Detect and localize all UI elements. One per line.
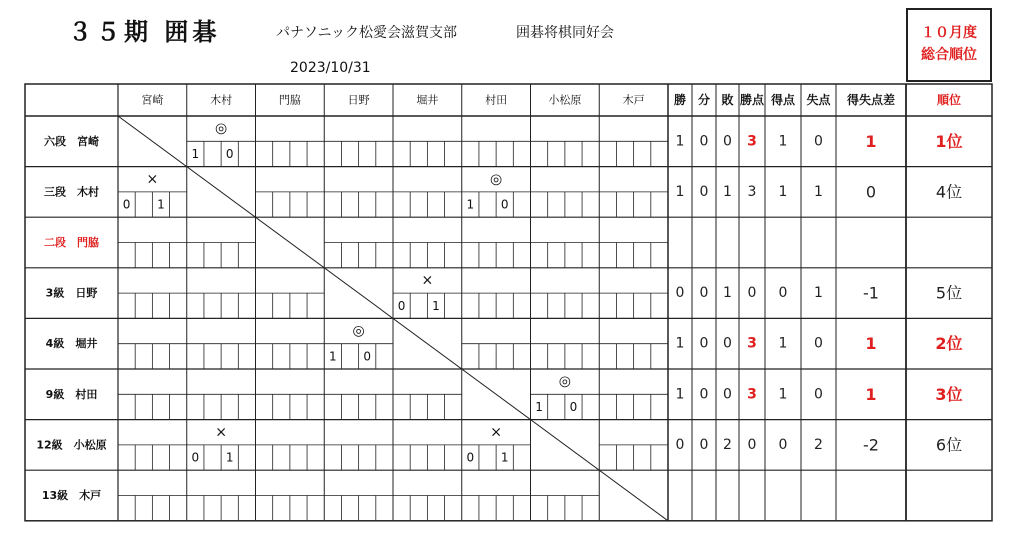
stat-value: 0: [865, 182, 877, 202]
stat-header: 得失点差: [846, 93, 896, 107]
result-mark: ◎: [215, 120, 228, 137]
stat-value: 1: [723, 285, 732, 302]
column-header: 木戸: [622, 93, 645, 107]
column-header: 堀井: [416, 93, 439, 107]
column-header: 木村: [210, 93, 233, 107]
stat-value: 1: [865, 334, 877, 354]
stat-header: 敗: [721, 93, 734, 107]
page-title: ３５期 囲碁: [68, 18, 221, 46]
stat-value: 1位: [935, 131, 963, 151]
score-left: 1: [535, 399, 543, 414]
club-name: 囲碁将棋同好会: [516, 25, 614, 41]
score-left: 0: [122, 197, 131, 212]
result-mark: ×: [421, 272, 434, 289]
score-right: 0: [363, 349, 372, 364]
player-label: 三段 木村: [44, 185, 99, 199]
score-right: 1: [157, 197, 165, 212]
stat-value: -1: [863, 283, 879, 303]
stat-value: 1: [778, 335, 788, 352]
stat-value: 1: [675, 183, 685, 200]
column-header: 日野: [347, 93, 370, 107]
stat-value: 6位: [935, 435, 963, 455]
stat-value: 1: [778, 386, 788, 403]
stat-header: 順位: [936, 93, 962, 107]
stat-value: 0: [723, 133, 732, 150]
organization-name: パナソニック松愛会滋賀支部: [276, 25, 458, 41]
player-label: 4級 堀井: [45, 337, 98, 351]
stat-value: 0: [675, 436, 685, 453]
player-label: 六段 宮崎: [44, 134, 99, 148]
column-header: 村田: [485, 93, 508, 107]
player-label: 3級 日野: [45, 286, 98, 300]
stat-value: 1: [865, 131, 877, 151]
result-mark: ◎: [490, 171, 503, 188]
stat-value: 3: [747, 133, 757, 150]
stat-value: 0: [699, 285, 709, 302]
stat-value: 5位: [935, 283, 963, 303]
stat-value: 2: [814, 436, 823, 453]
stat-value: 0: [699, 335, 709, 352]
stat-value: 0: [747, 436, 757, 453]
player-label: 二段 門脇: [44, 236, 99, 249]
score-left: 0: [397, 298, 406, 313]
result-mark: ◎: [558, 373, 571, 390]
score-right: 0: [569, 399, 578, 414]
stat-value: 1: [814, 285, 823, 302]
stat-value: 0: [699, 436, 709, 453]
rank-heading-line1: １０月度: [921, 25, 977, 41]
player-label: 9級 村田: [45, 387, 98, 401]
stat-header: 分: [697, 93, 711, 107]
score-right: 1: [225, 450, 234, 465]
stat-value: 0: [723, 335, 732, 352]
player-label: 13級 木戸: [41, 489, 102, 502]
score-right: 0: [500, 197, 509, 212]
stat-value: 3: [747, 386, 757, 403]
stat-value: 0: [699, 183, 709, 200]
result-mark: ×: [146, 171, 159, 188]
stat-value: 1: [675, 335, 685, 352]
stat-value: 0: [699, 133, 709, 150]
stat-value: 1: [675, 386, 685, 403]
stat-header: 得点: [770, 93, 796, 107]
stat-value: 0: [723, 386, 732, 403]
score-left: 1: [191, 146, 200, 161]
stat-value: 0: [699, 386, 709, 403]
stat-value: 1: [865, 384, 877, 404]
stat-value: 1: [778, 183, 788, 200]
result-mark: ◎: [352, 323, 365, 340]
stat-value: 0: [778, 436, 788, 453]
score-right: 1: [500, 450, 509, 465]
stat-value: 0: [747, 285, 757, 302]
stat-header: 勝: [673, 93, 687, 107]
stat-value: 3: [747, 335, 757, 352]
result-mark: ×: [215, 424, 227, 441]
result-mark: ×: [490, 424, 502, 441]
stat-value: 1: [723, 183, 732, 200]
score-right: 1: [432, 298, 440, 313]
match-date: 2023/10/31: [290, 60, 371, 76]
stat-value: 0: [814, 133, 823, 150]
score-left: 0: [191, 450, 200, 465]
stat-value: 3位: [935, 384, 963, 404]
score-right: 0: [225, 146, 234, 161]
stat-value: 2: [723, 436, 732, 453]
stat-value: 1: [675, 133, 685, 150]
stat-value: 1: [814, 183, 823, 200]
stat-value: 0: [675, 285, 685, 302]
stat-value: 0: [814, 335, 823, 352]
score-left: 1: [329, 349, 337, 364]
stat-value: 1: [778, 133, 788, 150]
column-header: 宮崎: [141, 93, 164, 107]
stat-value: 2位: [935, 334, 963, 354]
player-label: 12級 小松原: [36, 438, 107, 452]
column-header: 門脇: [278, 93, 301, 107]
column-header: 小松原: [548, 93, 582, 107]
rank-heading-line2: 総合順位: [921, 47, 977, 63]
score-left: 0: [466, 450, 475, 465]
stat-value: 0: [778, 285, 788, 302]
score-left: 1: [466, 197, 475, 212]
stat-value: 4位: [935, 182, 963, 202]
stat-value: 0: [814, 386, 823, 403]
stat-header: 失点: [806, 93, 831, 107]
stat-header: 勝点: [739, 93, 765, 107]
stat-value: -2: [863, 435, 879, 455]
stat-value: 3: [747, 183, 757, 200]
